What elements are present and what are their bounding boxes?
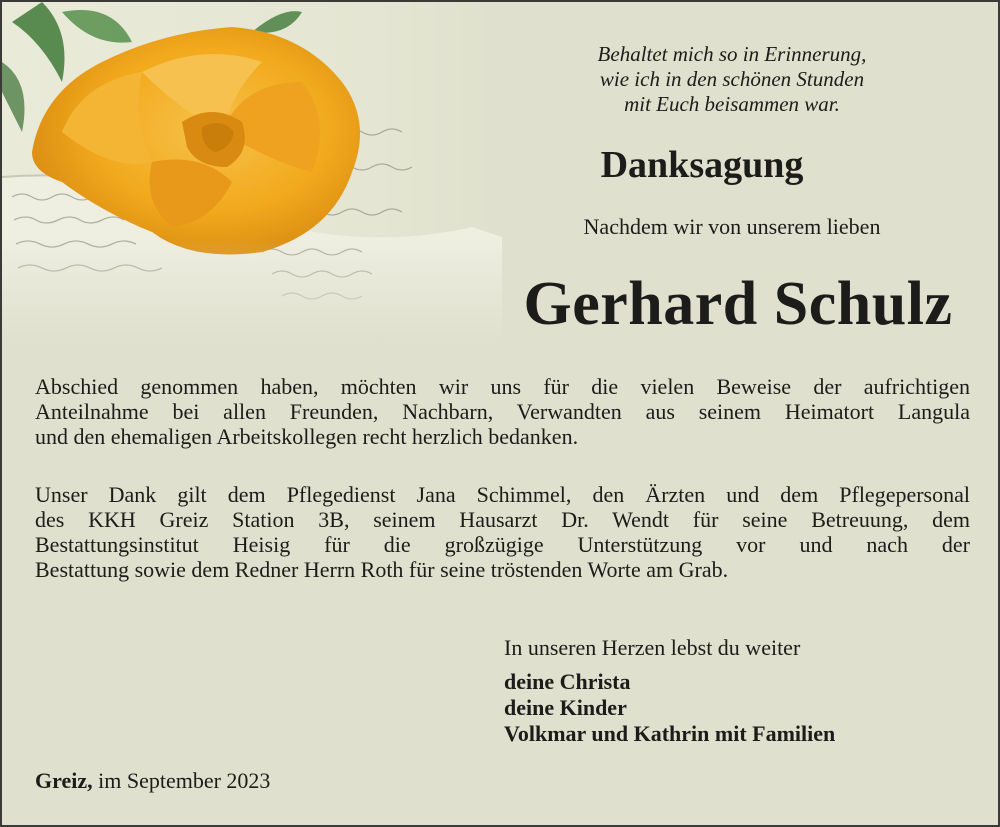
- quote-line: wie ich in den schönen Stunden: [599, 67, 865, 91]
- paragraph-line: Unser Dank gilt dem Pflegedienst Jana Schimmel, den Ärzten und dem Pflegepersonal: [35, 482, 970, 507]
- closing-line: In unseren Herzen lebst du weiter: [504, 635, 801, 660]
- thanks-paragraph-1: [35, 374, 970, 449]
- paragraph-line: Abschied genommen haben, möchten wir uns für die vielen Beweise der aufrichtigen: [35, 374, 970, 399]
- signer: deine Christa: [504, 669, 631, 694]
- paragraph-line: Anteilnahme bei allen Freunden, Nachbarn, Verwandten aus seinem Heimatort Langula: [35, 399, 970, 424]
- quote-line: mit Euch beisammen war.: [624, 92, 840, 116]
- page-title: Danksagung: [600, 144, 804, 186]
- rose-on-book-image: [2, 2, 502, 342]
- quote-line: Behaltet mich so in Erinnerung,: [597, 42, 867, 66]
- signer: Volkmar und Kathrin mit Familien: [504, 721, 836, 746]
- paragraph-line: Bestattungsinstitut Heisig für die großzügige Unterstützung vor und nach der: [35, 532, 970, 557]
- paragraph-line: und den ehemaligen Arbeitskollegen recht herzlich bedanken.: [35, 424, 579, 449]
- place-city: Greiz,: [35, 768, 93, 793]
- intro-line: Nachdem wir von unserem lieben: [583, 214, 881, 239]
- memorial-quote: [522, 42, 942, 117]
- signers: [504, 669, 835, 747]
- paragraph-line: des KKH Greiz Station 3B, seinem Hausarzt Dr. Wendt für seine Betreuung, dem: [35, 507, 970, 532]
- deceased-name: Gerhard Schulz: [523, 270, 953, 338]
- place-date-text: im September 2023: [98, 768, 271, 793]
- thanks-paragraph-2: [35, 482, 970, 582]
- signer: deine Kinder: [504, 695, 627, 720]
- place-date: [35, 767, 270, 795]
- paragraph-line: Bestattung sowie dem Redner Herrn Roth für seine tröstenden Worte am Grab.: [35, 557, 729, 582]
